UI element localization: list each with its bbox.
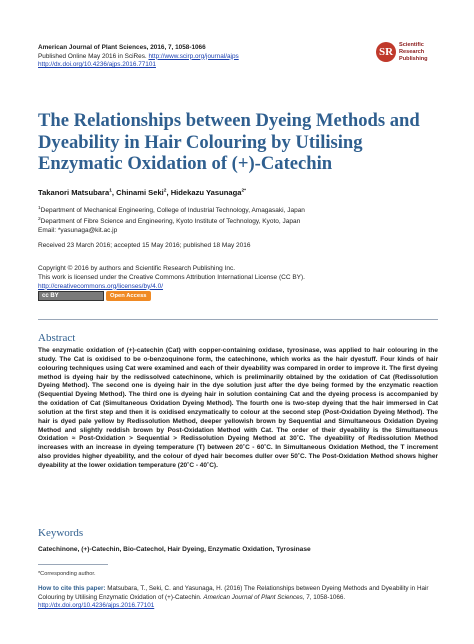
copyright-block xyxy=(38,265,305,291)
journal-line: American Journal of Plant Sciences, 2016, 7, 1058-1066 xyxy=(38,44,206,51)
received-dates: Received 23 March 2016; accepted 15 May 2016; published 18 May 2016 xyxy=(38,242,251,249)
abstract-text: The enzymatic oxidation of (+)-catechin (Cat) with copper-containing oxidase, tyrosinase, was applied to hair colouring in the study. The Cat is oxidised to be o-benzoquinone form, the catechinone, which works as the hair dyestuff. Four kinds of hair colouring techniques using Cat were examined and each of their dyeability was compared in order to improve it. The first dyeing method is dyeing hair by the redissolved catechinone, which is preliminarily obtained by the oxidation of Cat (Redissolution Dyeing Method). The second one is dyeing hair in the dye solution just after the dye being formed by the enzymatic reaction (Sequential Dyeing Method). The third one is dyeing hair in solution containing Cat and the dyeing process is accompanied by the oxidation of Cat (Simultaneous Oxidation Dyeing Method). The fourth one is two-step dyeing that the hair immersed in Cat solution at the first step and then it is oxidised enzymatically to colour at the second step (Post-Oxidation Dyeing Method). The hair is dyed pale yellow by Redissolution Method, deeper yellowish brown by Sequential and Simultaneous Oxidation Dyeing Method and slightly reddish brown by Post-Oxidation Method with Cat. The order of their dyeability is the Simultaneous Oxidation ≈ Post-Oxidation > Sequential > Redissolution Dyeing Method at 30˚C. The dyeability of Redissolution Method increases with an increase in dyeing temperature (T) between 20˚C - 60˚C. In Simultaneous Oxidation Method, the T increment also provides higher dyeability, and the colour of dyed hair becomes duller over 50˚C. The Post-Oxidation Method shows higher dyeability at the lower oxidation temperature (20˚C - 40˚C). xyxy=(38,347,438,469)
paper-title: The Relationships between Dyeing Methods and Dyeability in Hair Colouring by Utilising Enzymatic Oxidation of (+)-Catechin xyxy=(38,110,420,174)
license-link[interactable]: http://creativecommons.org/licenses/by/4.0/ xyxy=(38,282,164,290)
affiliation-1 xyxy=(38,205,305,216)
divider-top xyxy=(38,319,438,320)
citation-volume: , 7, 1058-1066. xyxy=(302,593,346,601)
logo-line-1: Scientific xyxy=(399,42,424,48)
journal-url-link[interactable]: http://www.scirp.org/journal/ajps xyxy=(148,52,239,60)
keywords-text: Catechinone, (+)-Catechin, Bio-Catechol, Hair Dyeing, Enzymatic Oxidation, Tyrosinase xyxy=(38,546,311,553)
citation-journal: American Journal of Plant Sciences xyxy=(203,593,303,601)
citation-lead: How to cite this paper: xyxy=(38,585,106,592)
author-1-sup: 1 xyxy=(109,188,112,194)
footnote-rule xyxy=(38,564,108,565)
author-3: Hidekazu Yasunaga xyxy=(170,188,242,197)
logo-line-3: Publishing xyxy=(399,55,428,62)
copyright-line-2: This work is licensed under the Creative Commons Attribution International License (CC BY). xyxy=(38,273,305,281)
corresponding-author-note: *Corresponding author. xyxy=(38,571,96,577)
author-2: Chinami Seki xyxy=(116,188,164,197)
keywords-heading: Keywords xyxy=(38,527,84,539)
author-2-sup: 2 xyxy=(163,188,167,194)
journal-header xyxy=(38,44,239,70)
author-3-sup: 2* xyxy=(241,188,246,194)
copyright-line-1: Copyright © 2016 by authors and Scientific Research Publishing Inc. xyxy=(38,265,236,272)
published-line: Published Online May 2016 in SciRes. xyxy=(38,52,149,60)
cc-by-badge[interactable]: cc BY xyxy=(38,291,104,301)
affiliation-1-text: Department of Mechanical Engineering, College of Industrial Technology, Amagasaki, Japan xyxy=(40,207,305,215)
publisher-logo xyxy=(376,40,446,74)
publisher-logo-mark: SR xyxy=(376,42,396,62)
citation-doi-link[interactable]: http://dx.doi.org/10.4236/ajps.2016.77101 xyxy=(38,602,155,610)
affiliation-2-sup: 2 xyxy=(38,216,41,222)
open-access-badge: Open Access xyxy=(106,291,151,301)
affiliation-2-text: Department of Fibre Science and Engineering, Kyoto Institute of Technology, Kyoto, Japan xyxy=(40,218,301,226)
email-line: Email: *yasunaga@kit.ac.jp xyxy=(38,226,118,234)
affiliation-1-sup: 1 xyxy=(38,206,41,211)
citation-text: Matsubara, T., Seki, C. and Yasunaga, H. (2016) The Relationships between Dyeing Methods and Dyeability in Hair Colouring by Utilising Enzymatic Oxidation of (+)-Catechin. xyxy=(38,585,429,601)
publisher-logo-text xyxy=(399,42,428,62)
authors: Takanori Matsubara$^1$, Chinami Seki$^2$, Hidekazu Yasunaga$^{2*}$ xyxy=(38,188,246,197)
abstract-heading: Abstract xyxy=(38,332,76,344)
citation-block xyxy=(38,585,438,611)
affiliation-2 xyxy=(38,216,305,227)
affiliations xyxy=(38,205,305,236)
author-1: Takanori Matsubara xyxy=(38,188,110,197)
logo-line-2: Research xyxy=(399,48,425,55)
doi-link[interactable]: http://dx.doi.org/10.4236/ajps.2016.77101 xyxy=(38,61,156,69)
